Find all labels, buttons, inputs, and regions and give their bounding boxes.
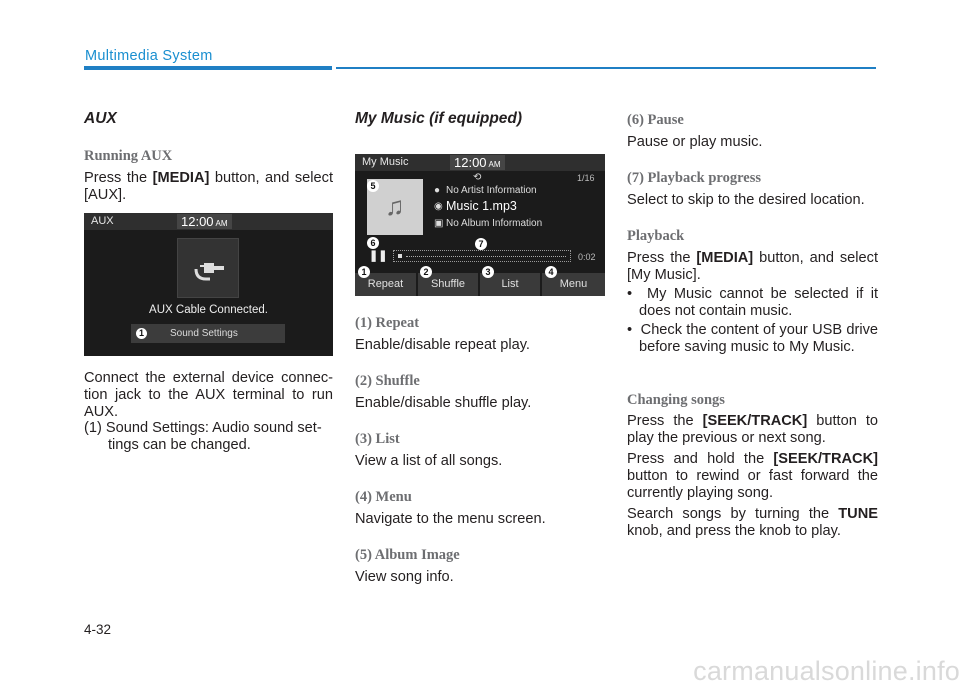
running-aux-text: Press the [MEDIA] button, and select [AUX].	[84, 170, 334, 203]
aux-cable-icon	[177, 238, 239, 298]
change-text-1: Press the [SEEK/TRACK] button to play the previous or next song.	[627, 413, 878, 446]
my-music-topbar	[355, 154, 605, 171]
seek-track-key: [SEEK/TRACK]	[773, 451, 878, 467]
changing-songs-heading: Changing songs	[627, 392, 725, 408]
bullet-check-usb: • Check the content of your USB drive before saving music to My Music.	[627, 322, 878, 355]
album-image-text: View song info.	[355, 569, 454, 585]
aux-screen-topbar	[84, 213, 333, 230]
my-music-label: My Music	[362, 156, 409, 168]
song-icon: ◉	[434, 201, 443, 212]
aux-status-text: AUX Cable Connected.	[149, 304, 268, 316]
repeat-icon: ⟲	[473, 172, 482, 183]
track-count: 1/16	[577, 173, 595, 183]
marker-5: 5	[367, 180, 379, 192]
marker-7: 7	[475, 238, 487, 250]
seek-track-key: [SEEK/TRACK]	[702, 413, 808, 429]
song-title: Music 1.mp3	[446, 199, 517, 213]
aux-clock: 12:00 AM	[177, 214, 232, 229]
album-icon: ▣	[434, 218, 444, 229]
pause-icon[interactable]: ❚❚	[369, 250, 388, 262]
media-key: [MEDIA]	[152, 170, 210, 186]
progress-heading: (7) Playback progress	[627, 170, 761, 186]
marker-1: 1	[358, 266, 370, 278]
album-image-heading: (5) Album Image	[355, 547, 460, 563]
pause-text: Pause or play music.	[627, 134, 763, 150]
repeat-heading: (1) Repeat	[355, 315, 420, 331]
artist-icon: ●	[434, 185, 441, 196]
sound-settings-button[interactable]	[131, 324, 285, 343]
marker-1: 1	[136, 328, 147, 339]
tune-key: TUNE	[838, 506, 878, 522]
playback-progress-dot	[398, 254, 402, 258]
playback-progress-bar[interactable]	[393, 250, 571, 262]
bullet-no-music: • My Music cannot be selected if it does not contain music.	[627, 286, 879, 319]
softkey-shuffle[interactable]: Shuffle	[418, 273, 478, 296]
marker-4: 4	[545, 266, 557, 278]
playback-progress-track	[406, 256, 566, 257]
music-note-icon: ♫	[385, 191, 405, 221]
aux-screen	[84, 213, 333, 356]
list-text: View a list of all songs.	[355, 453, 503, 469]
shuffle-text: Enable/disable shuffle play.	[355, 395, 532, 411]
album-name: No Album Information	[446, 218, 543, 229]
media-key: [MEDIA]	[696, 250, 754, 266]
list-heading: (3) List	[355, 431, 400, 447]
playback-text: Press the [MEDIA] button, and select [My Music].	[627, 250, 879, 283]
marker-3: 3	[482, 266, 494, 278]
progress-text: Select to skip to the desired location.	[627, 192, 865, 208]
playback-heading: Playback	[627, 228, 685, 244]
sound-settings-label: Sound Settings	[170, 328, 238, 339]
page-number: 4-32	[84, 622, 112, 637]
artist-name: No Artist Information	[446, 185, 537, 196]
softkey-repeat[interactable]: Repeat	[355, 273, 416, 296]
section-title: Multimedia System	[85, 48, 213, 64]
shuffle-heading: (2) Shuffle	[355, 373, 420, 389]
change-text-3: Search songs by turning the TUNE knob, and press the knob to play.	[627, 506, 878, 539]
aux-title: AUX	[84, 110, 117, 127]
repeat-text: Enable/disable repeat play.	[355, 337, 530, 353]
running-aux-heading: Running AUX	[84, 148, 173, 164]
aux-screen-label: AUX	[91, 215, 114, 227]
softkey-list[interactable]: List	[480, 273, 540, 296]
my-music-screen	[355, 154, 605, 296]
menu-text: Navigate to the menu screen.	[355, 511, 546, 527]
change-text-2: Press and hold the [SEEK/TRACK] button to rewind or fast forward the currently playing song.	[627, 451, 878, 501]
my-music-clock: 12:00 AM	[450, 155, 505, 170]
connect-text: Connect the external device connec-tion jack to the AUX terminal to run AUX.	[84, 370, 333, 420]
header-rule-thin	[336, 67, 876, 69]
watermark: carmanualsonline.info	[693, 656, 960, 686]
header-rule-thick	[84, 66, 332, 70]
pause-heading: (6) Pause	[627, 112, 684, 128]
marker-2: 2	[420, 266, 432, 278]
playback-time: 0:02	[578, 252, 596, 262]
softkey-menu[interactable]: Menu	[542, 273, 605, 296]
sound-settings-note: (1) Sound Settings: Audio sound set-tings can be changed.	[84, 420, 322, 453]
menu-heading: (4) Menu	[355, 489, 412, 505]
my-music-title: My Music (if equipped)	[355, 110, 523, 127]
marker-6: 6	[367, 237, 379, 249]
